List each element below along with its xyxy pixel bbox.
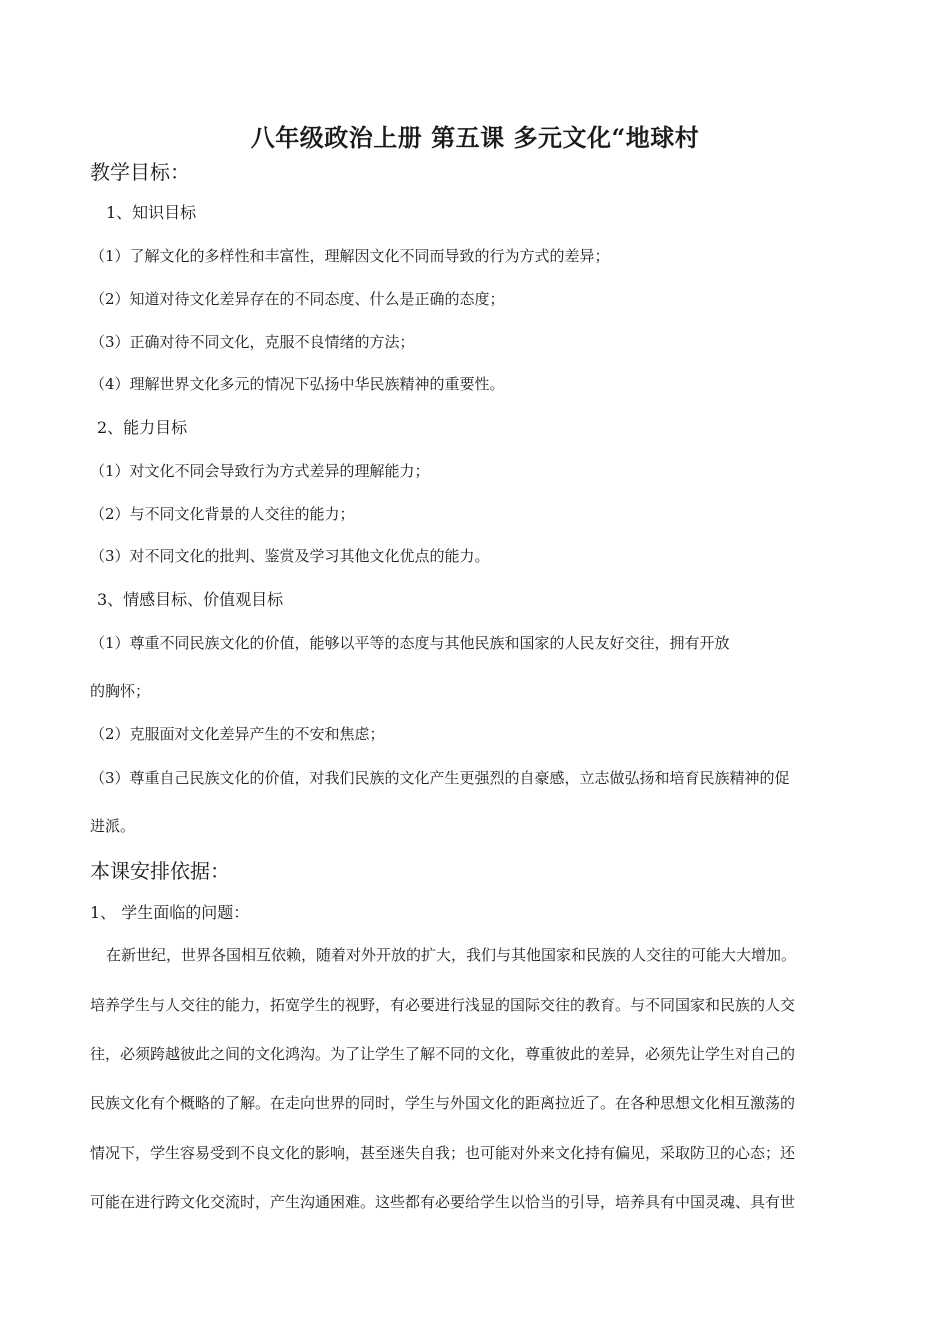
emotion-item: （2）克服面对文化差异产生的不安和焦虑； <box>90 725 385 743</box>
objectives-heading: 教学目标： <box>90 160 190 184</box>
basis-sub-heading: 1、 学生面临的问题： <box>90 903 250 922</box>
knowledge-heading: 1、知识目标 <box>106 203 197 222</box>
paragraph-line: 可能在进行跨文化交流时，产生沟通困难。这些都有必要给学生以恰当的引导，培养具有中国灵魂、具有世 <box>90 1193 796 1211</box>
emotion-heading: 3、情感目标、价值观目标 <box>97 590 284 609</box>
knowledge-item: （4）理解世界文化多元的情况下弘扬中华民族精神的重要性。 <box>90 375 505 393</box>
document-title: 八年级政治上册 第五课 多元文化“地球村 <box>250 123 700 152</box>
emotion-item: （1）尊重不同民族文化的价值，能够以平等的态度与其他民族和国家的人民友好交往，拥有开放 <box>90 634 730 652</box>
ability-item: （2）与不同文化背景的人交往的能力； <box>90 505 355 523</box>
paragraph-line: 培养学生与人交往的能力，拓宽学生的视野，有必要进行浅显的国际交往的教育。与不同国家和民族的人交 <box>90 996 796 1014</box>
emotion-item: 进派。 <box>90 817 136 835</box>
knowledge-item: （2）知道对待文化差异存在的不同态度、什么是正确的态度； <box>90 290 505 308</box>
ability-item: （1）对文化不同会导致行为方式差异的理解能力； <box>90 462 430 480</box>
paragraph-line: 民族文化有个概略的了解。在走向世界的同时，学生与外国文化的距离拉近了。在各种思想文化相互激荡的 <box>90 1094 796 1112</box>
basis-heading: 本课安排依据： <box>90 859 230 883</box>
paragraph-line: 往，必须跨越彼此之间的文化鸿沟。为了让学生了解不同的文化，尊重彼此的差异，必须先让学生对自己的 <box>90 1045 796 1063</box>
emotion-item: （3）尊重自己民族文化的价值，对我们民族的文化产生更强烈的自豪感，立志做弘扬和培育民族精神的促 <box>90 769 790 787</box>
ability-heading: 2、能力目标 <box>97 418 188 437</box>
knowledge-item: （1）了解文化的多样性和丰富性，理解因文化不同而导致的行为方式的差异； <box>90 247 610 265</box>
emotion-item: 的胸怀； <box>90 682 151 700</box>
ability-item: （3）对不同文化的批判、鉴赏及学习其他文化优点的能力。 <box>90 547 490 565</box>
paragraph-line: 在新世纪，世界各国相互依赖，随着对外开放的扩大，我们与其他国家和民族的人交往的可能大大增加。 <box>106 946 797 964</box>
paragraph-line: 情况下，学生容易受到不良文化的影响，甚至迷失自我；也可能对外来文化持有偏见，采取防卫的心态；还 <box>90 1144 796 1162</box>
knowledge-item: （3）正确对待不同文化，克服不良情绪的方法； <box>90 333 415 351</box>
